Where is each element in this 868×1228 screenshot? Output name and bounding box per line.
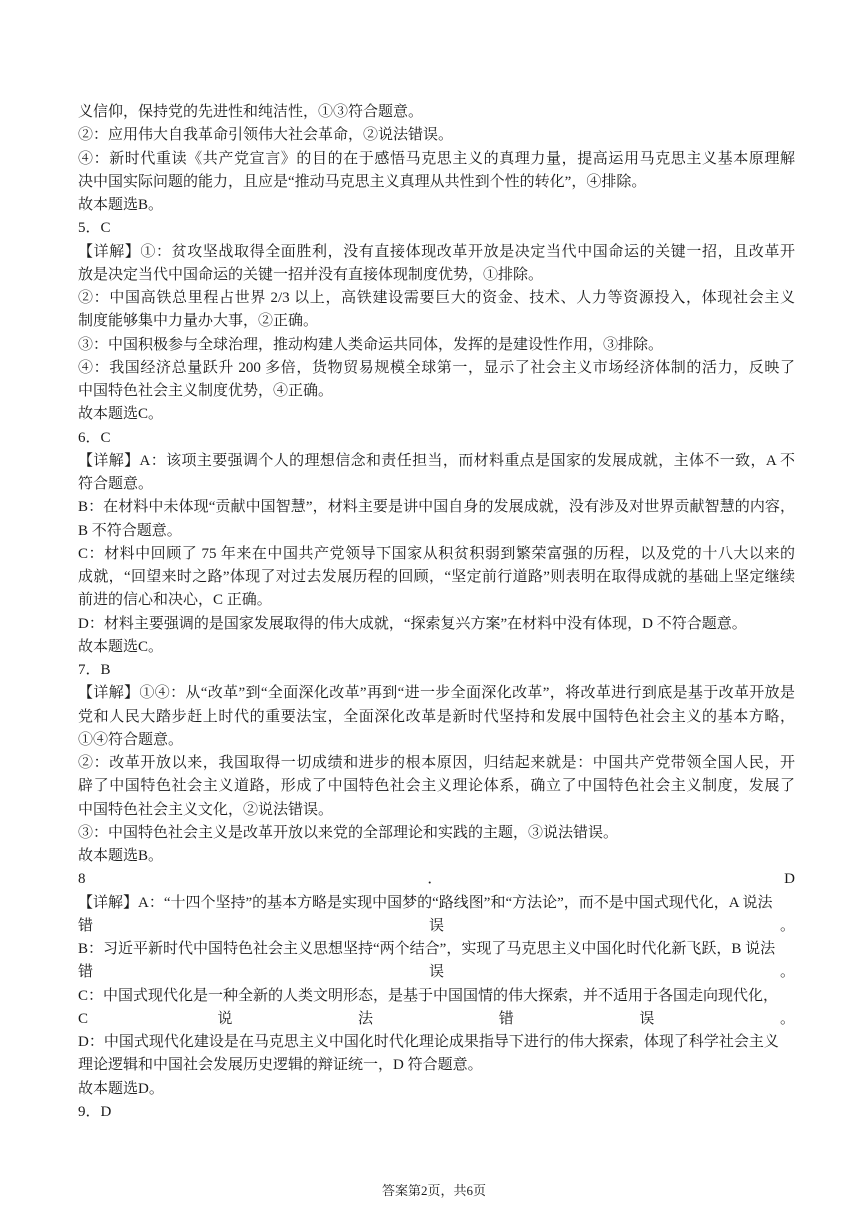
answer-conclusion: 故本题选D。 — [78, 1080, 164, 1097]
text-line: B 不符合题意。 — [78, 522, 182, 539]
question-answer-heading: 6．C — [78, 429, 111, 446]
text-line: 错误。 — [78, 964, 795, 981]
text-line: 义信仰，保持党的先进性和纯洁性，①③符合题意。 — [78, 104, 424, 120]
text-line: ①④符合题意。 — [78, 731, 184, 748]
text-line: C：中国式现代化是一种全新的人类文明形态，是基于中国国情的伟大探索，并不适用于各国走向现代化， — [78, 987, 779, 1004]
answer-text-body — [78, 101, 795, 1124]
text-line: B：习近平新时代中国特色社会主义思想坚持“两个结合”，实现了马克思主义中国化时代化新飞跃，B 说法 — [78, 941, 776, 957]
text-line: 决中国实际问题的能力，且应是“推动马克思主义真理从共性到个性的转化”，④排除。 — [78, 173, 647, 190]
text-line: 错误。 — [78, 917, 795, 934]
text-line: 【详解】①④：从“改革”到“全面深化改革”再到“进一步全面深化改革”，将改革进行到底是基于改革开放是 — [78, 685, 795, 702]
text-line: ②：应用伟大自我革命引领伟大社会革命，②说法错误。 — [78, 127, 454, 144]
text-line: 成就，“回望来时之路”体现了对过去发展历程的回顾，“坚定前行道路”则表明在取得成就的基础上坚定继续 — [78, 569, 795, 585]
text-line: 【详解】A：“十四个坚持”的基本方略是实现中国梦的“路线图”和“方法论”，而不是中国式现代化，A 说法 — [78, 894, 773, 911]
answer-conclusion: 故本题选B。 — [78, 197, 164, 213]
text-line: 前进的信心和决心，C 正确。 — [78, 592, 272, 609]
answer-conclusion: 故本题选C。 — [78, 406, 164, 423]
text-line: B：在材料中未体现“贡献中国智慧”，材料主要是讲中国自身的发展成就，没有涉及对世界贡献智慧的内容， — [78, 499, 795, 516]
text-line: 【详解】A：该项主要强调个人的理想信念和责任担当，而材料重点是国家的发展成就，主体不一致，A 不 — [78, 452, 795, 469]
text-line: D：材料主要强调的是国家发展取得的伟大成就，“探索复兴方案”在材料中没有体现，D 不符合题意。 — [78, 615, 747, 632]
text-line: ②：中国高铁总里程占世界 2/3 以上，高铁建设需要巨大的资金、技术、人力等资源投入，体现社会主义 — [78, 290, 795, 306]
text-line: 理论逻辑和中国社会发展历史逻辑的辩证统一，D 符合题意。 — [78, 1057, 483, 1074]
text-line: 辟了中国特色社会主义道路，形成了中国特色社会主义理论体系，确立了中国特色社会主义制度，发展了 — [78, 778, 795, 795]
page-footer: 答案第2页，共6页 — [381, 1183, 486, 1198]
text-line: 制度能够集中力量办大事，②正确。 — [78, 313, 319, 330]
question-answer-heading: 5．C — [78, 220, 111, 237]
text-line: 放是决定当代中国命运的关键一招并没有直接体现制度优势，①排除。 — [78, 266, 544, 283]
text-line: ④：新时代重读《共产党宣言》的目的在于感悟马克思主义的真理力量，提高运用马克思主义基本原理解 — [78, 150, 795, 167]
text-line: ③：中国积极参与全球治理，推动构建人类命运共同体，发挥的是建设性作用，③排除。 — [78, 336, 664, 353]
answer-conclusion: 故本题选C。 — [78, 638, 164, 655]
text-line: C 说法错误。 — [78, 1010, 795, 1027]
question-answer-heading: 8．D — [78, 871, 795, 888]
text-line: 中国特色社会主义制度优势，④正确。 — [78, 383, 334, 399]
question-answer-heading: 7．B — [78, 662, 111, 678]
text-line: D：中国式现代化建设是在马克思主义中国化时代化理论成果指导下进行的伟大探索，体现了科学社会主义 — [78, 1034, 779, 1050]
question-answer-heading: 9．D — [78, 1103, 112, 1120]
text-line: ④：我国经济总量跃升 200 多倍，货物贸易规模全球第一，显示了社会主义市场经济体制的活力，反映了 — [78, 359, 795, 376]
text-line: 符合题意。 — [78, 476, 154, 492]
text-line: 【详解】①：贫攻坚战取得全面胜利，没有直接体现改革开放是决定当代中国命运的关键一招，且改革开 — [78, 243, 795, 260]
text-line: ②：改革开放以来，我国取得一切成绩和进步的根本原因，归结起来就是：中国共产党带领全国人民，开 — [78, 755, 795, 771]
text-line: 党和人民大踏步赶上时代的重要法宝，全面深化改革是新时代坚持和发展中国特色社会主义的基本方略， — [78, 708, 795, 725]
answer-conclusion: 故本题选B。 — [78, 848, 164, 864]
text-line: 中国特色社会主义文化，②说法错误。 — [78, 801, 334, 818]
text-line: C：材料中回顾了 75 年来在中国共产党领导下国家从积贫积弱到繁荣富强的历程，以及党的十八大以来的 — [78, 545, 795, 562]
text-line: ③：中国特色社会主义是改革开放以来党的全部理论和实践的主题，③说法错误。 — [78, 824, 619, 841]
